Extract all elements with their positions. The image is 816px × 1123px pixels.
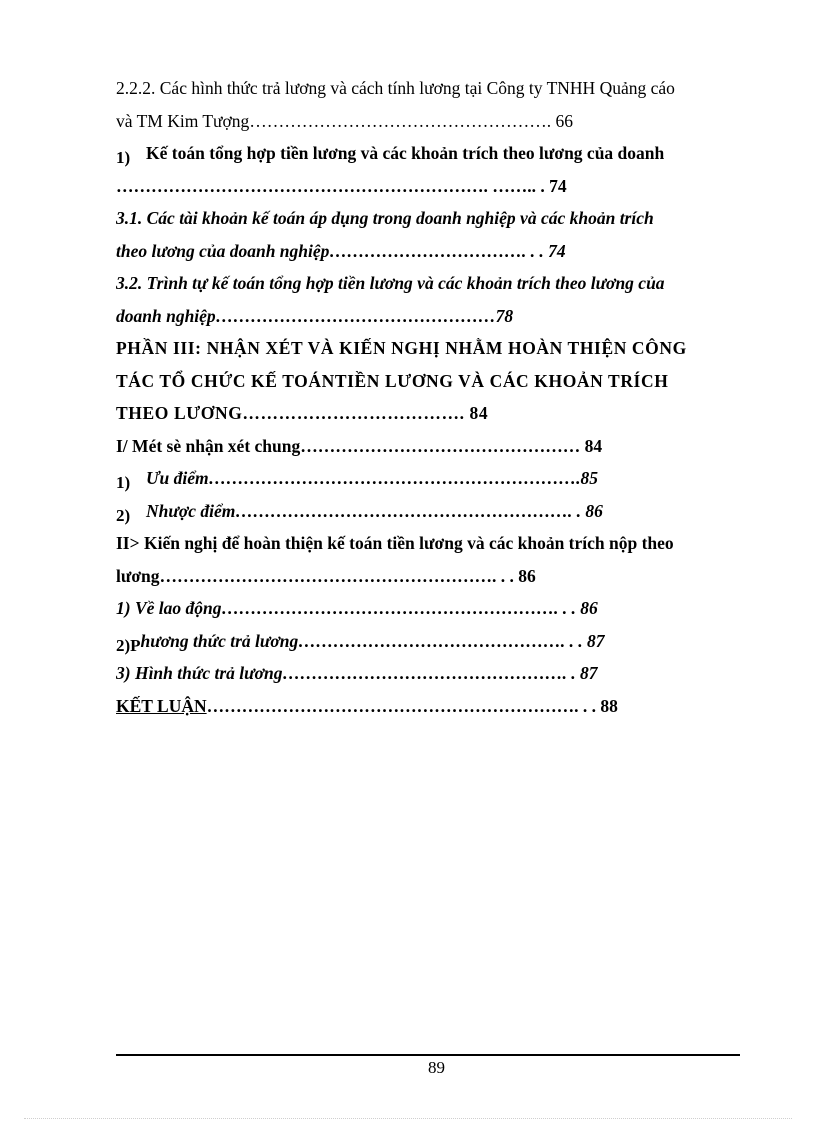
- page-edge-dots: [24, 1118, 792, 1119]
- toc-entry-payment-form: 3) Hình thức trả lương…………………………………………. . 87: [116, 663, 598, 683]
- toc-entry-text: Nhược điểm…………………………………………………. . 86: [146, 500, 603, 521]
- conclusion-heading: KẾT LUẬN: [116, 695, 207, 716]
- toc-entry-part-3: PHẦN III: NHẬN XÉT VÀ KIẾN NGHỊ NHẰM HOÀN THIỆN CÔNG: [116, 338, 687, 358]
- toc-entry-3-2: 3.2. Trình tự kế toán tổng hợp tiền lương và các khoản trích theo lương của: [116, 273, 665, 293]
- toc-line: lương…………………………………………………. . . 86: [116, 565, 536, 586]
- toc-entry-II: II> Kiến nghị để hoàn thiện kế toán tiền lương và các khoản trích nộp theo: [116, 533, 674, 553]
- toc-entry-text: Ưu điểm……………………………………………………….85: [146, 468, 599, 488]
- toc-entry-advantages: [116, 462, 736, 495]
- list-number: 1): [116, 473, 131, 492]
- toc-entry-payment-method: [116, 625, 736, 658]
- toc-line: 2.2.2. Các hình thức trả lương và cách tính lương tại Công ty TNHH Quảng cáo: [116, 78, 675, 98]
- toc-entry-text: Kế toán tổng hợp tiền lương và các khoản trích theo lương của doanh: [146, 143, 665, 163]
- toc-entry-section-3: [116, 137, 736, 170]
- toc-entry-3-1: 3.1. Các tài khoản kế toán áp dụng trong doanh nghiệp và các khoản trích: [116, 208, 654, 228]
- toc-line: theo lương của doanh nghiệp……………………………. . . 74: [116, 240, 566, 261]
- page-number: 89: [428, 1058, 445, 1077]
- list-number: 2): [116, 505, 131, 525]
- toc-entry-I: I/ Mét sè nhận xét chung………………………………………… 84: [116, 435, 603, 456]
- toc-line: ………………………………………………………. …….. . 74: [116, 175, 567, 196]
- toc-line: doanh nghiệp…………………………………………78: [116, 305, 514, 326]
- toc-entry-text: ………………………………………………………. . . 88: [206, 695, 618, 716]
- toc-entry-labor: 1) Về lao động…………………………………………………. . . 86: [116, 598, 598, 618]
- list-number: 2)P: [116, 635, 141, 655]
- footer-divider: [116, 1054, 740, 1056]
- toc-entry-conclusion: [116, 690, 736, 723]
- list-number: 1): [116, 148, 131, 167]
- toc-entry-text: hương thức trả lương………………………………………. . . 87: [140, 630, 605, 651]
- toc-line: TÁC TỔ CHỨC KẾ TOÁNTIỀN LƯƠNG VÀ CÁC KHOẢN TRÍCH: [116, 370, 669, 391]
- toc-line: THEO LƯƠNG………………………………. 84: [116, 403, 489, 423]
- toc-entry-disadvantages: [116, 495, 736, 528]
- table-of-contents: [116, 72, 736, 722]
- toc-line: và TM Kim Tượng……………………………………………. 66: [116, 110, 574, 131]
